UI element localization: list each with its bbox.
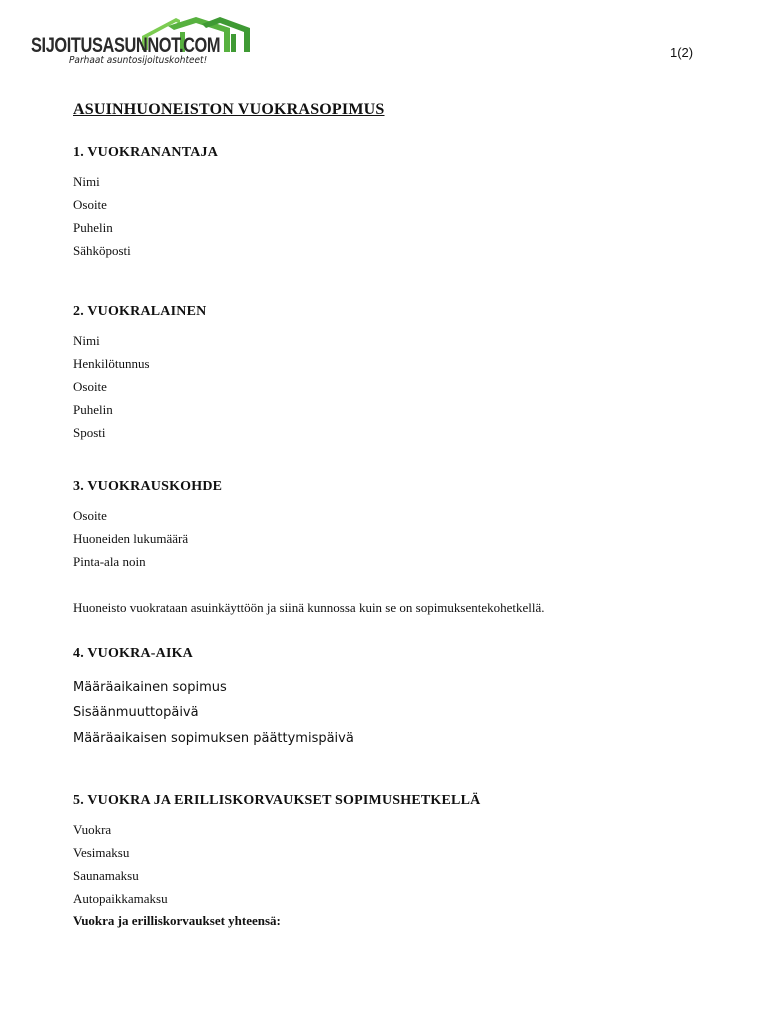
- company-logo: [30, 14, 260, 72]
- field-label: Henkilötunnus: [73, 356, 150, 371]
- statement-text: Huoneisto vuokrataan asuinkäyttöön ja siinä kunnossa kuin se on sopimuksentekohetkellä.: [73, 600, 545, 615]
- field-label: Puhelin: [73, 220, 113, 235]
- document-title: ASUINHUONEISTON VUOKRASOPIMUS: [73, 101, 385, 118]
- field-label: Nimi: [73, 333, 100, 348]
- logo-tagline: Parhaat asuntosijoituskohteet!: [69, 55, 208, 66]
- field-label: Pinta-ala noin: [73, 554, 146, 569]
- field-label: Puhelin: [73, 402, 113, 417]
- total-label: Vuokra ja erilliskorvaukset yhteensä:: [73, 913, 281, 928]
- field-label: Sposti: [73, 425, 106, 440]
- field-label: Määräaikainen sopimus: [73, 680, 227, 695]
- section-heading: 2. VUOKRALAINEN: [73, 304, 207, 319]
- field-label: Sähköposti: [73, 243, 131, 258]
- section-heading: 1. VUOKRANANTAJA: [73, 145, 219, 160]
- field-label: Osoite: [73, 379, 107, 394]
- section-heading: 5. VUOKRA JA ERILLISKORVAUKSET SOPIMUSHETKELLÄ: [73, 793, 481, 808]
- field-label: Nimi: [73, 174, 100, 189]
- field-label: Autopaikkamaksu: [73, 891, 168, 906]
- field-label: Määräaikaisen sopimuksen päättymispäivä: [73, 731, 354, 746]
- page-number: 1(2): [670, 45, 694, 60]
- field-label: Osoite: [73, 197, 107, 212]
- logo-text: SIJOITUSASUNNOT.COM: [31, 34, 221, 57]
- field-label: Saunamaksu: [73, 868, 139, 883]
- field-label: Sisäänmuuttopäivä: [73, 705, 199, 720]
- field-label: Osoite: [73, 508, 107, 523]
- field-label: Huoneiden lukumäärä: [73, 531, 189, 546]
- field-label: Vesimaksu: [73, 845, 130, 860]
- section-heading: 4. VUOKRA-AIKA: [73, 646, 193, 661]
- field-label: Vuokra: [73, 822, 112, 837]
- section-heading: 3. VUOKRAUSKOHDE: [73, 479, 223, 494]
